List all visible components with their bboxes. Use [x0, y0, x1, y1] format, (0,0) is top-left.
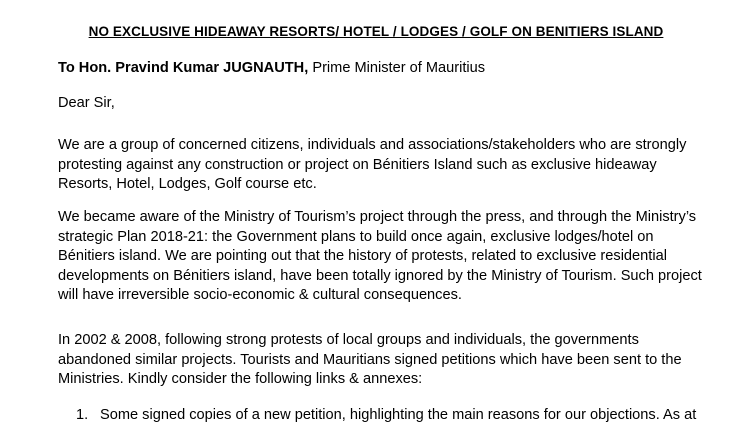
paragraph-line: Ministries. Kindly consider the following links & annexes: [58, 371, 423, 387]
addressee-role: Prime Minister of Mauritius [308, 60, 486, 76]
paragraph-line: In 2002 & 2008, following strong protests of local groups and individuals, the governments [58, 332, 639, 348]
paragraph-line: will have irreversible socio-economic & cultural consequences. [58, 287, 462, 303]
addressee-line [58, 60, 485, 76]
paragraph-3 [58, 331, 698, 390]
paragraph-line: Bénitiers island. We are pointing out that the history of protests, related to exclusive residential [58, 248, 667, 264]
paragraph-line: Resorts, Hotel, Lodges, Golf course etc. [58, 176, 317, 192]
paragraph-line: developments on Bénitiers island, have been totally ignored by the Ministry of Tourism. Such project [58, 267, 702, 284]
paragraph-1 [58, 136, 698, 195]
document-title: NO EXCLUSIVE HIDEAWAY RESORTS/ HOTEL / LODGES / GOLF ON BENITIERS ISLAND [88, 24, 664, 39]
salutation: Dear Sir, [58, 95, 115, 111]
list-item-number: 1. [76, 407, 89, 423]
paragraph-line: protesting against any construction or project on Bénitiers Island such as exclusive hideaway [58, 156, 657, 173]
paragraph-line: We are a group of concerned citizens, individuals and associations/stakeholders who are strongly [58, 137, 687, 153]
paragraph-2 [58, 208, 702, 306]
paragraph-line: abandoned similar projects. Tourists and Mauritians signed petitions which have been sent to the [58, 351, 682, 368]
paragraph-line: strategic Plan 2018-21: the Government plans to build once again, exclusive lodges/hotel on [58, 228, 654, 245]
addressee-name: To Hon. Pravind Kumar JUGNAUTH, [58, 60, 309, 76]
list-item-text: Some signed copies of a new petition, highlighting the main reasons for our objections. As at [100, 407, 697, 423]
paragraph-line: We became aware of the Ministry of Tourism’s project through the press, and through the Ministry’s [58, 209, 697, 225]
